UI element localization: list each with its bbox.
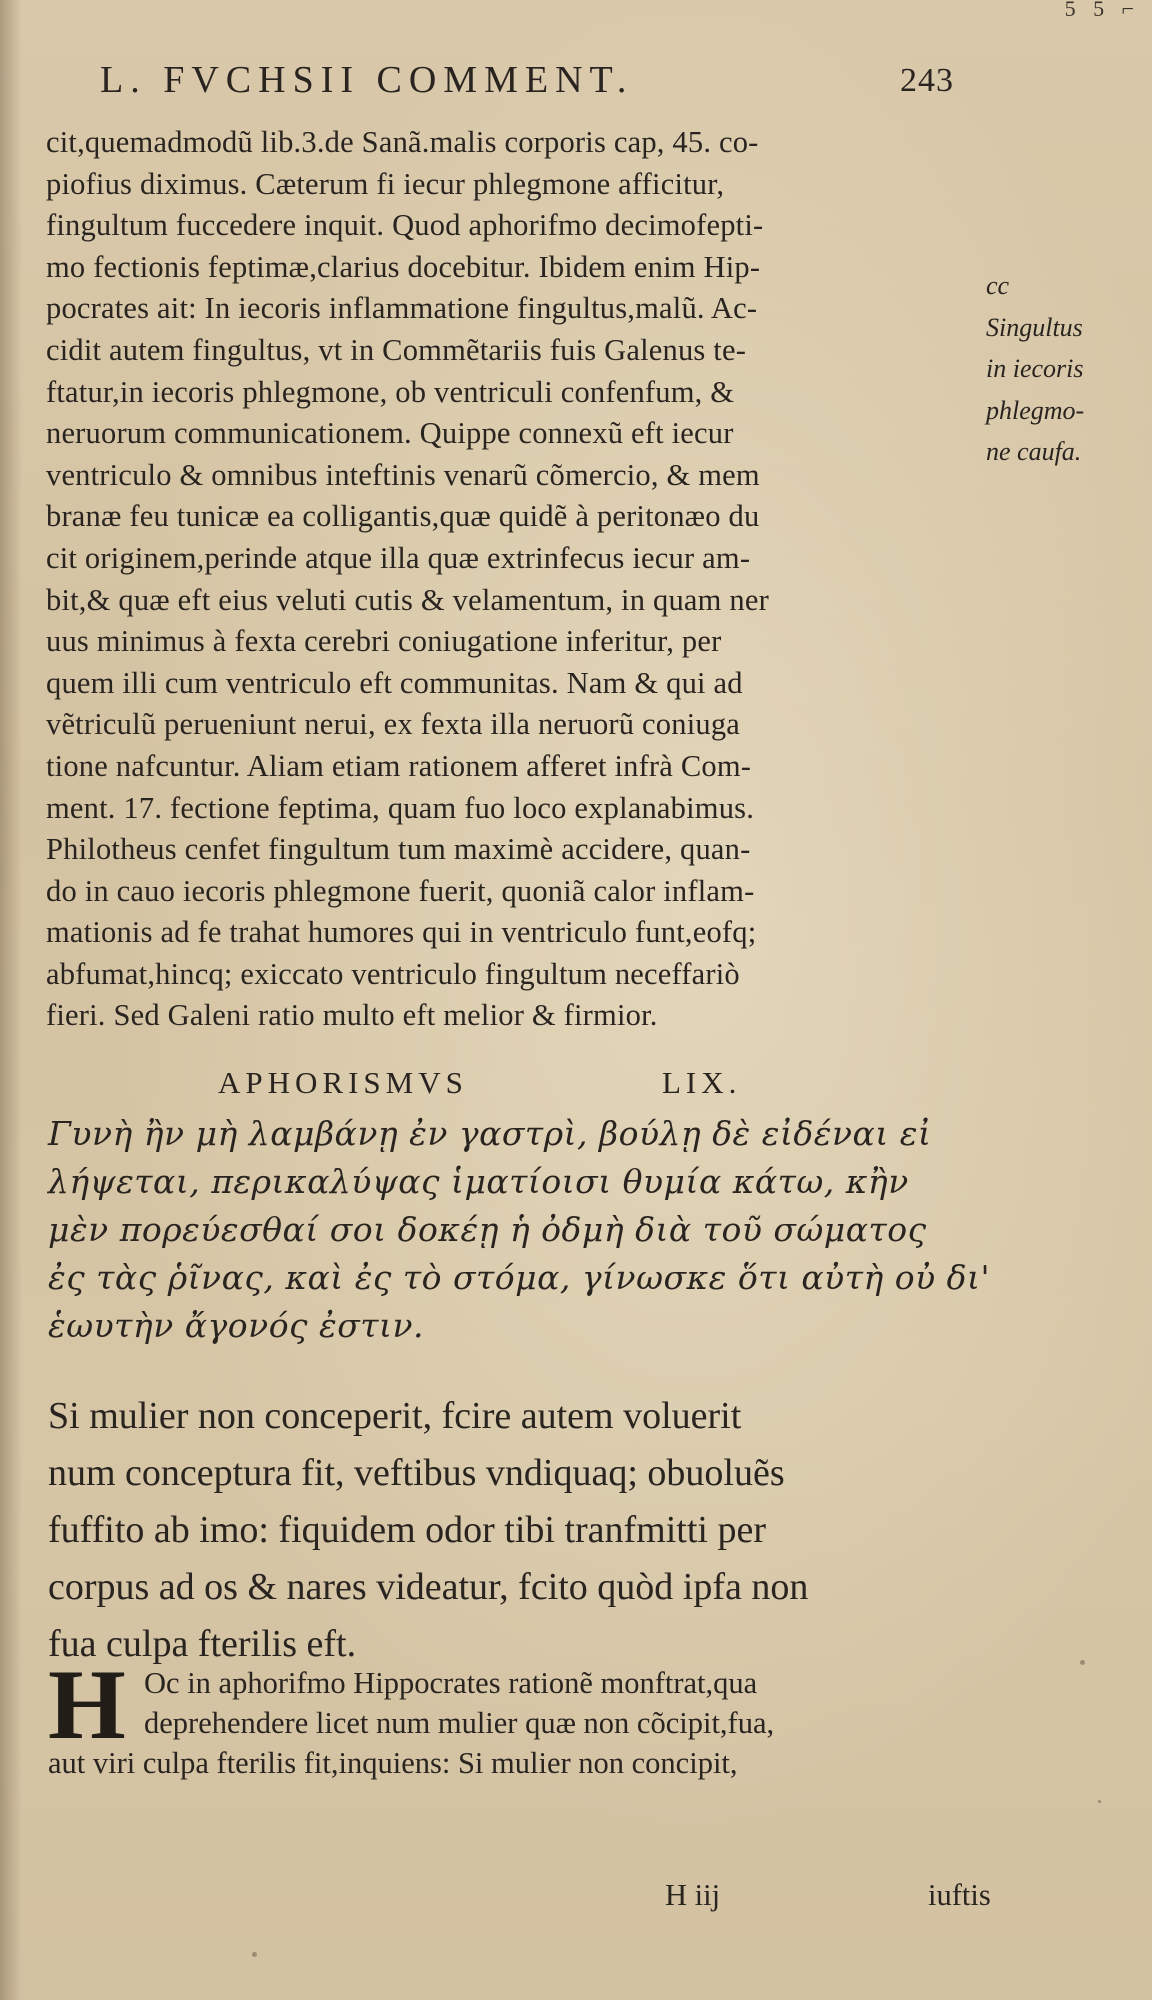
marginal-note-line: in iecoris <box>986 354 1084 384</box>
greek-aphorism-text <box>48 1110 991 1350</box>
text-line: piofius diximus. Cæterum fi iecur phlegmone afficitur, <box>46 166 725 201</box>
paper-speck <box>1080 1660 1085 1665</box>
page-footer <box>0 1878 1000 1918</box>
text-line: uus minimus à fexta cerebri coniugatione inferitur, per <box>46 624 722 659</box>
text-line: mo fectionis feptimæ,clarius docebitur. Ibidem enim Hip- <box>46 249 761 284</box>
text-line: abfumat,hincq; exiccato ventriculo fingultum neceffariò <box>46 956 740 991</box>
text-line: cit originem,perinde atque illa quæ extrinfecus iecur am- <box>46 540 751 575</box>
greek-line: ἐς τὰς ῥῖνας, καὶ ἐς τὸ στόμα, γίνωσκε ὅτι αὐτὴ οὐ δι' <box>48 1258 991 1297</box>
paper-speck <box>252 1952 257 1957</box>
commentary-line: deprehendere licet num mulier quæ non cõcipit,fua, <box>144 1706 775 1740</box>
marginal-note-line: cc <box>986 271 1010 300</box>
text-line: Philotheus cenfet fingultum tum maximè accidere, quan- <box>46 832 751 867</box>
text-line: cit,quemadmodũ lib.3.de Sanã.malis corporis cap, 45. co- <box>46 125 759 159</box>
text-line: mationis ad fe trahat humores qui in ventriculo funt,eofq; <box>46 915 757 950</box>
signature-mark: H iij <box>665 1878 721 1912</box>
aphorism-heading <box>170 1065 970 1110</box>
commentary-line: Oc in aphorifmo Hippocrates rationẽ monftrat,qua <box>144 1666 758 1700</box>
greek-line: λήψεται, περικαλύψας ἱματίοισι θυμία κάτω, κἢν <box>48 1162 909 1201</box>
latin-aphorism-translation <box>48 1388 988 1673</box>
text-line: ventriculo & omnibus inteftinis venarũ cõmercio, & mem <box>46 457 760 492</box>
text-line: ment. 17. fectione feptima, quam fuo loco explanabimus. <box>46 790 755 825</box>
greek-line: μὲν πορεύεσθαί σοι δοκέῃ ἡ ὀδμὴ διὰ τοῦ σώματος <box>48 1210 927 1249</box>
text-line: quem illi cum ventriculo eft communitas. Nam & qui ad <box>46 665 743 700</box>
aphorism-number: LIX. <box>662 1065 742 1100</box>
latin-line: fua culpa fterilis eft. <box>48 1623 357 1665</box>
commentary-block <box>48 1649 988 1783</box>
catchword: iuftis <box>928 1878 991 1912</box>
marginal-note-line: ne caufa. <box>986 437 1082 467</box>
text-line: tione nafcuntur. Aliam etiam rationem afferet infrà Com- <box>46 748 752 783</box>
text-line: branæ feu tunicæ ea colligantis,quæ quidẽ à peritonæo du <box>46 499 760 534</box>
drop-cap: H <box>48 1649 126 1760</box>
text-line: do in cauo iecoris phlegmone fuerit, quoniã calor inflam- <box>46 873 755 908</box>
marginal-note-line: phlegmo- <box>986 395 1085 425</box>
text-line: fieri. Sed Galeni ratio multo eft melior & firmior. <box>46 998 658 1033</box>
commentary-line: aut viri culpa fterilis fit,inquiens: Si mulier non concipit, <box>48 1746 738 1780</box>
corner-mark: 5 5 ⌐ <box>1064 0 1140 21</box>
page-number: 243 <box>900 62 954 99</box>
text-line: neruorum communicationem. Quippe connexũ eft iecur <box>46 416 734 451</box>
paper-speck <box>1098 1800 1101 1803</box>
marginal-note-line: Singultus <box>986 312 1083 342</box>
latin-line: Si mulier non conceperit, fcire autem voluerit <box>48 1395 742 1437</box>
marginal-note <box>986 265 1146 473</box>
running-title: L. FVCHSII COMMENT. <box>100 59 634 101</box>
text-line: cidit autem fingultus, vt in Commẽtariis fuis Galenus te- <box>46 332 747 367</box>
gutter-shadow <box>0 0 22 2000</box>
text-line: pocrates ait: In iecoris inflammatione fingultus,malũ. Ac- <box>46 291 758 326</box>
main-text-block <box>46 122 986 1037</box>
aphorism-title: APHORISMVS <box>218 1065 468 1100</box>
text-line: bit,& quæ eft eius veluti cutis & velamentum, in quam ner <box>46 582 769 617</box>
latin-line: num conceptura fit, veftibus vndiquaq; obuoluẽs <box>48 1452 785 1494</box>
text-line: fingultum fuccedere inquit. Quod aphorifmo decimofepti- <box>46 208 764 243</box>
latin-line: corpus ad os & nares videatur, fcito quòd ipfa non <box>48 1566 809 1608</box>
text-line: ftatur,in iecoris phlegmone, ob ventriculi confenfum, & <box>46 374 735 409</box>
running-head <box>100 58 1000 108</box>
text-line: vẽtriculũ perueniunt nerui, ex fexta illa neruorũ coniuga <box>46 707 741 742</box>
greek-line: Γυνὴ ἢν μὴ λαμβάνῃ ἐν γαστρὶ, βούλῃ δὲ εἰδέναι εἰ <box>48 1114 932 1153</box>
latin-line: fuffito ab imo: fiquidem odor tibi tranfmitti per <box>48 1509 766 1551</box>
greek-line: ἑωυτὴν ἄγονός ἐστιν. <box>48 1306 425 1345</box>
